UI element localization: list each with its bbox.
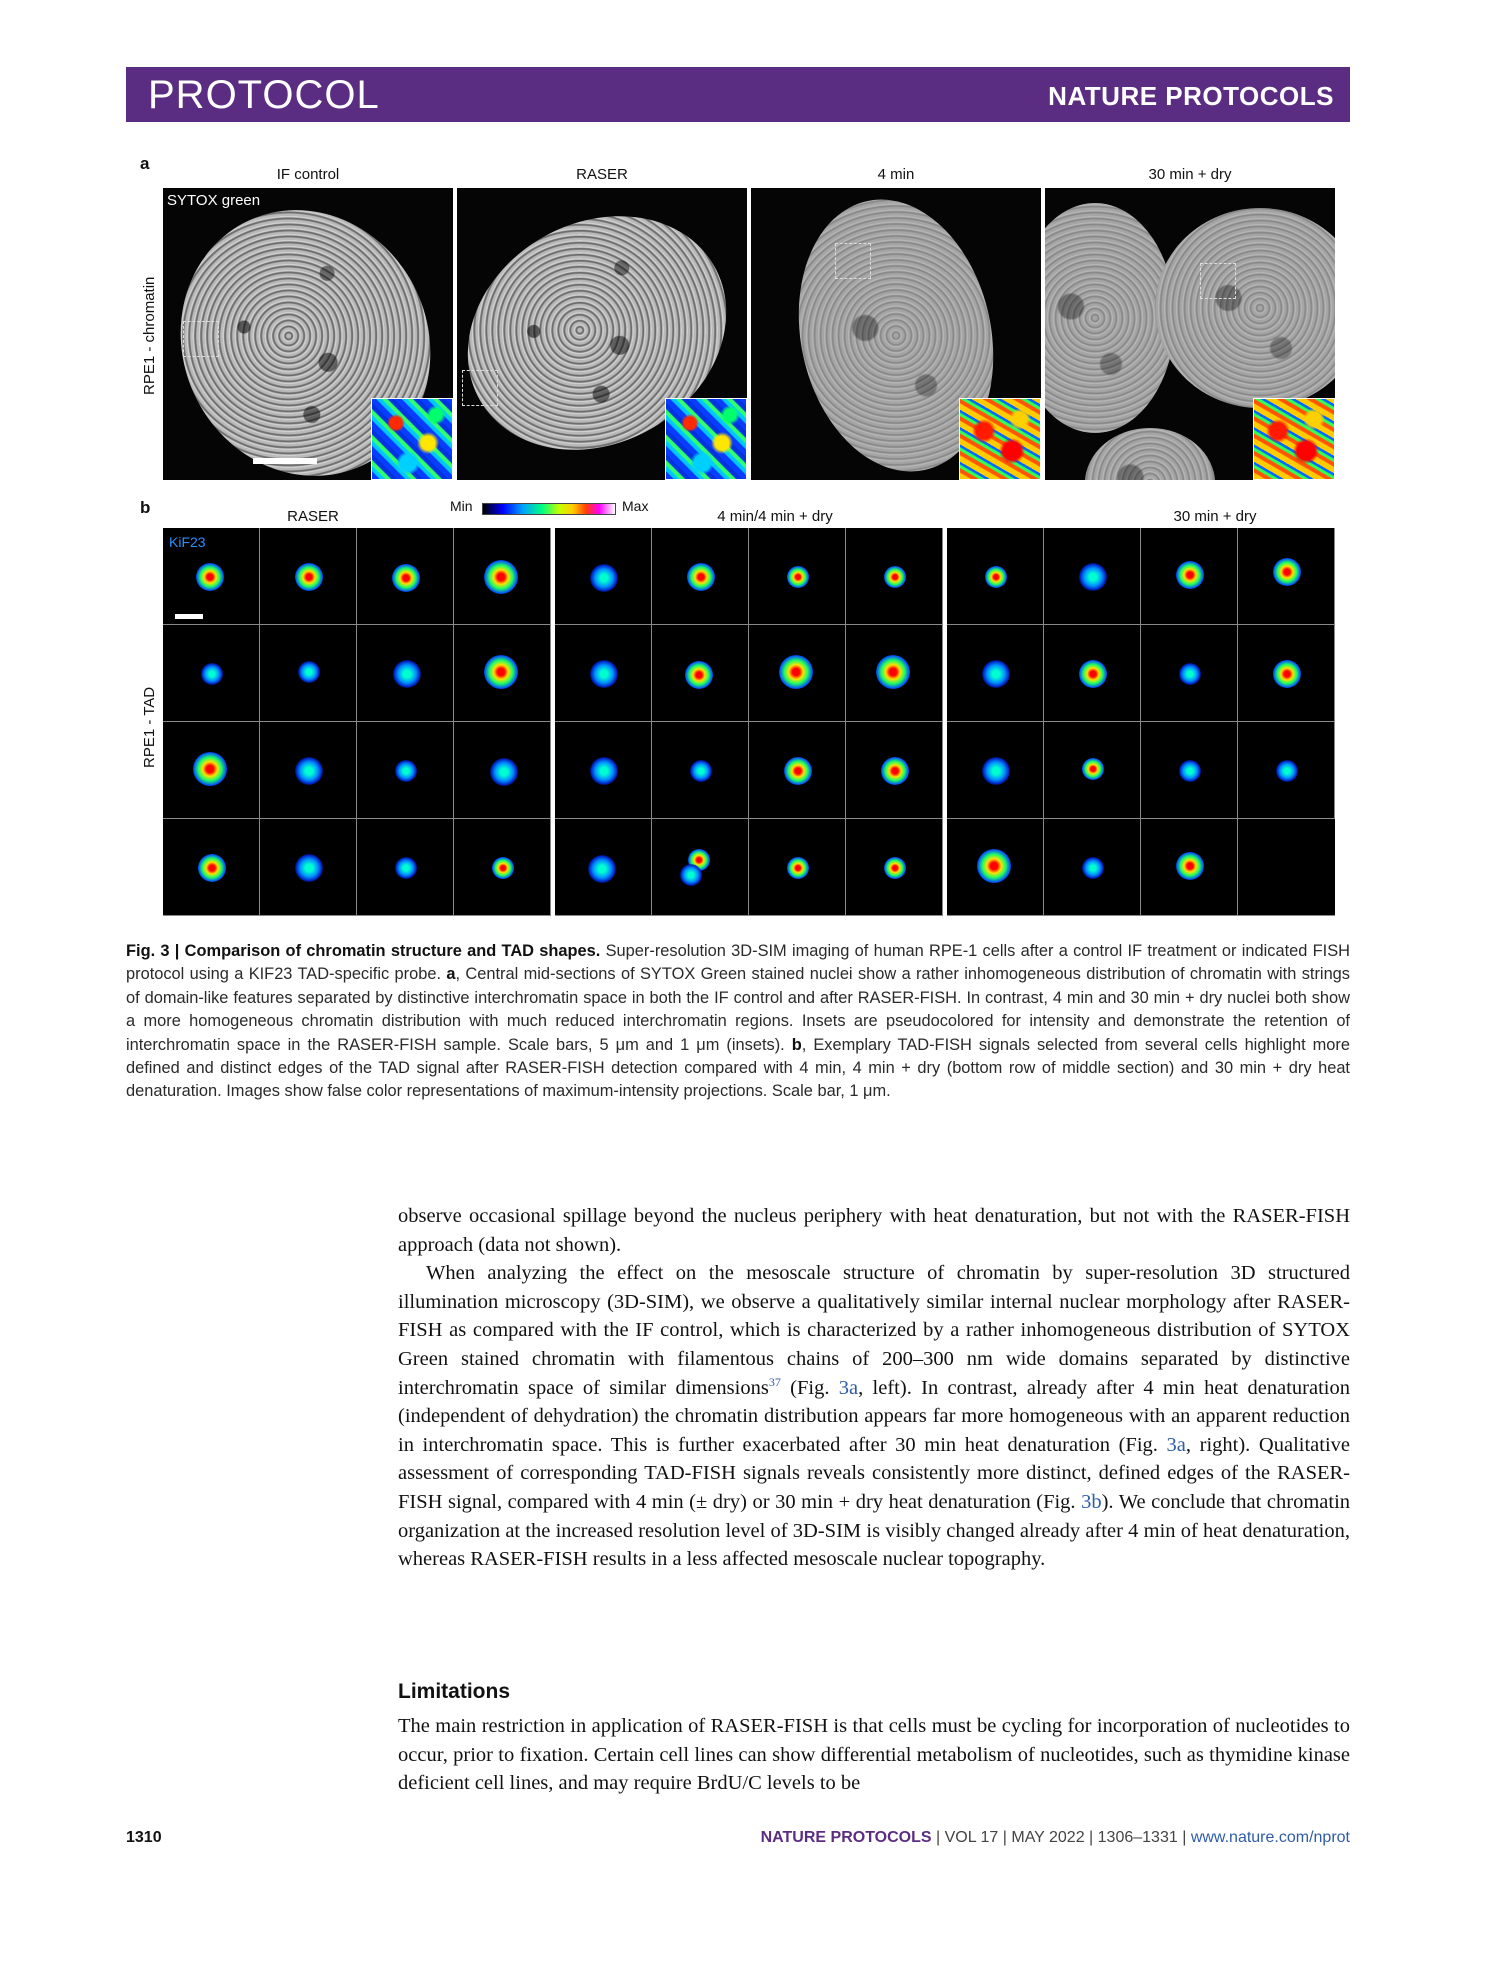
footer-pages: 1306–1331 <box>1097 1829 1178 1846</box>
intensity-colorbar <box>482 503 616 515</box>
tad-signal <box>484 655 518 689</box>
tad-signal <box>295 854 323 882</box>
tad-signal <box>484 560 518 594</box>
tad-signal <box>685 661 713 689</box>
tad-cell <box>357 528 454 625</box>
tad-cell <box>454 722 551 819</box>
tad-signal <box>201 663 223 685</box>
inset-region-box <box>835 243 871 279</box>
tad-grid-raser <box>163 528 551 916</box>
micrograph-4min <box>751 188 1041 480</box>
tad-cell <box>1238 722 1335 819</box>
tad-signal <box>395 760 417 782</box>
tad-signal <box>196 563 224 591</box>
tad-signal <box>977 849 1011 883</box>
tad-signal <box>490 758 518 786</box>
separator: | <box>1089 1829 1094 1846</box>
inset-region-box <box>1200 263 1236 299</box>
figure-caption <box>126 940 1350 1104</box>
footer-volume: VOL 17 <box>944 1829 999 1846</box>
tad-signal <box>1179 760 1201 782</box>
tad-cell <box>749 625 846 722</box>
tad-signal <box>295 563 323 591</box>
tad-signal <box>1079 563 1107 591</box>
caption-title: Fig. 3 | Comparison of chromatin structure and TAD shapes. <box>126 942 601 960</box>
tad-signal <box>1082 758 1104 780</box>
tad-cell <box>749 819 846 916</box>
scale-bar <box>175 614 203 619</box>
page-footer <box>126 1829 1350 1853</box>
footer-date: MAY 2022 <box>1011 1829 1085 1846</box>
tad-signal <box>884 566 906 588</box>
header-bar <box>126 67 1350 122</box>
tad-signal <box>393 660 421 688</box>
inset-pseudocolor <box>959 398 1041 480</box>
tad-signal <box>884 857 906 879</box>
tad-cell <box>357 625 454 722</box>
tad-cell <box>1141 722 1238 819</box>
nucleus-image <box>1085 428 1215 480</box>
tad-signal <box>1082 857 1104 879</box>
tad-cell <box>1044 625 1141 722</box>
tad-signal <box>1276 760 1298 782</box>
tad-cell <box>1238 625 1335 722</box>
col-title-30min-dry: 30 min + dry <box>1148 166 1232 183</box>
tad-cell <box>357 722 454 819</box>
text-run: (Fig. <box>780 1376 839 1399</box>
row-label-tad: RPE1 - TAD <box>141 686 158 768</box>
caption-panel-b: b <box>791 1035 802 1054</box>
tad-signal <box>690 760 712 782</box>
tad-cell <box>947 819 1044 916</box>
tad-cell <box>163 722 260 819</box>
group-title-30min-dry: 30 min + dry <box>1173 508 1257 525</box>
probe-label: KiF23 <box>169 534 206 550</box>
text-run: , left). In contrast, already after 4 min heat denaturation (independent of dehydration) the chromatin distribution appears far more homogeneous with an apparent reduction in interchromatin space. This is further exacerbated after 30 min heat denaturation (Fig. <box>398 1376 1350 1456</box>
tad-signal <box>787 566 809 588</box>
inset-region-box <box>462 370 498 406</box>
separator: | <box>1002 1829 1007 1846</box>
figure-link[interactable]: 3b <box>1081 1490 1102 1513</box>
section-label: PROTOCOL <box>148 73 380 117</box>
tad-cell <box>749 528 846 625</box>
tad-cell <box>454 625 551 722</box>
caption-text: Super-resolution 3D-SIM imaging of human RPE-1 cells after a control IF treatment or indicated FISH protocol using a KIF23 TAD-specific probe. <box>126 942 1350 984</box>
group-title-4min: 4 min/4 min + dry <box>717 508 833 525</box>
tad-signal <box>295 757 323 785</box>
inset-region-box <box>183 321 219 357</box>
panel-a-letter: a <box>140 154 150 173</box>
tad-signal <box>1176 561 1204 589</box>
figure-link[interactable]: 3a <box>1166 1433 1186 1456</box>
tad-cell <box>454 819 551 916</box>
inset-pseudocolor <box>665 398 747 480</box>
scale-bar <box>253 458 317 464</box>
tad-cell <box>652 528 749 625</box>
paragraph <box>398 1259 1350 1574</box>
page-number: 1310 <box>126 1829 162 1846</box>
tad-cell <box>555 528 652 625</box>
body-text <box>398 1202 1350 1574</box>
tad-signal <box>193 752 227 786</box>
separator: | <box>936 1829 941 1846</box>
tad-signal <box>1273 558 1301 586</box>
tad-signal <box>392 564 420 592</box>
tad-cell <box>947 528 1044 625</box>
tad-signal <box>492 857 514 879</box>
tad-signal <box>298 661 320 683</box>
tad-signal <box>1079 660 1107 688</box>
body-text-limitations <box>398 1712 1350 1798</box>
tad-signal <box>1179 663 1201 685</box>
col-title-if-control: IF control <box>276 166 340 183</box>
tad-cell <box>260 722 357 819</box>
separator: | <box>1182 1829 1187 1846</box>
group-title-raser: RASER <box>287 508 339 525</box>
tad-cell <box>260 819 357 916</box>
tad-cell <box>163 625 260 722</box>
tad-signal <box>588 855 616 883</box>
tad-cell <box>260 528 357 625</box>
figure-link[interactable]: 3a <box>838 1376 859 1399</box>
footer-citation <box>761 1829 1350 1847</box>
text-run: , right). Qualitative assessment of corresponding TAD-FISH signals reveals consistently more distinct, defined edges of the RASER-FISH signal, compared with 4 min (± dry) or 30 min + dry heat denaturation (Fig. <box>398 1433 1350 1513</box>
colorbar-max-label: Max <box>622 498 649 514</box>
tad-signal <box>395 857 417 879</box>
tad-signal <box>784 757 812 785</box>
tad-signal <box>590 660 618 688</box>
colorbar-min-label: Min <box>450 498 473 514</box>
tad-signal <box>590 564 618 592</box>
text-run: When analyzing the effect on the mesoscale structure of chromatin by super-resolution 3D structured illumination microscopy (3D-SIM), we observe a qualitatively similar internal nuclear morphology after RASER-FISH as compared with the IF control, which is characterized by a rather inhomogeneous distribution of SYTOX Green stained chromatin with filamentous chains of 200–300 nm wide domains separated by distinctive interchromatin space of similar dimensions <box>398 1262 1350 1399</box>
tad-signal <box>982 660 1010 688</box>
figure-3 <box>130 150 1350 930</box>
tad-cell <box>454 528 551 625</box>
tad-signal <box>1176 852 1204 880</box>
paragraph: The main restriction in application of RASER-FISH is that cells must be cycling for incorporation of nucleotides to occur, prior to fixation. Certain cell lines can show differential metabolism of nucleotides, such as thymidine kinase deficient cell lines, and may require BrdU/C levels to be <box>398 1715 1350 1795</box>
tad-cell <box>947 722 1044 819</box>
tad-cell <box>1238 528 1335 625</box>
tad-signal <box>787 857 809 879</box>
journal-title: NATURE PROTOCOLS <box>1048 81 1334 111</box>
tad-cell <box>555 625 652 722</box>
micrograph-30min-dry <box>1045 188 1335 480</box>
tad-cell <box>1141 528 1238 625</box>
panel-b-letter: b <box>140 498 151 517</box>
tad-cell <box>357 819 454 916</box>
tad-cell <box>163 819 260 916</box>
tad-cell <box>652 819 749 916</box>
tad-cell <box>1044 819 1141 916</box>
tad-cell <box>652 722 749 819</box>
text-run: ). We conclude that chromatin organization at the increased resolution level of 3D-SIM is visibly changed already after 4 min of heat denaturation, whereas RASER-FISH results in a less affected mesoscale nuclear topography. <box>398 1490 1351 1571</box>
tad-cell <box>1044 722 1141 819</box>
tad-signal <box>680 864 702 886</box>
inset-pseudocolor <box>371 398 453 480</box>
tad-signal <box>985 566 1007 588</box>
tad-cell <box>846 819 943 916</box>
tad-signal <box>779 655 813 689</box>
tad-cell-empty <box>1238 819 1335 916</box>
footer-url-link[interactable]: www.nature.com/nprot <box>1190 1829 1350 1846</box>
nucleus-image <box>1155 208 1335 408</box>
footer-journal: NATURE PROTOCOLS <box>760 1829 932 1846</box>
tad-signal <box>881 757 909 785</box>
tad-cell <box>652 625 749 722</box>
micrograph-if-control <box>163 188 453 480</box>
row-label-chromatin: RPE1 - chromatin <box>141 276 158 395</box>
tad-cell <box>555 819 652 916</box>
caption-panel-a: a <box>446 965 456 984</box>
col-title-4min: 4 min <box>877 166 915 183</box>
tad-signal <box>1273 660 1301 688</box>
tad-cell <box>1141 625 1238 722</box>
tad-signal <box>687 563 715 591</box>
tad-cell <box>846 722 943 819</box>
tad-signal <box>198 854 226 882</box>
tad-signal <box>982 757 1010 785</box>
tad-grid-30min-dry <box>947 528 1335 916</box>
reference-link[interactable]: 37 <box>768 1374 781 1389</box>
tad-cell <box>846 528 943 625</box>
tad-grid-4min <box>555 528 943 916</box>
caption-text: , Exemplary TAD-FISH signals selected from several cells highlight more defined and distinct edges of the TAD signal after RASER-FISH detection compared with 4 min, 4 min + dry (bottom row of middle section) and 30 min + dry heat denaturation. Images show false color representations of maximum-intensity projections. Scale bar, 1 μm. <box>126 1035 1350 1101</box>
tad-cell <box>1141 819 1238 916</box>
col-title-raser: RASER <box>576 166 628 183</box>
stain-label: SYTOX green <box>167 192 261 209</box>
tad-cell <box>749 722 846 819</box>
tad-signal <box>590 757 618 785</box>
tad-cell <box>846 625 943 722</box>
tad-cell <box>555 722 652 819</box>
tad-cell <box>260 625 357 722</box>
micrograph-raser <box>457 188 747 480</box>
tad-cell <box>947 625 1044 722</box>
tad-cell <box>1044 528 1141 625</box>
tad-signal <box>876 655 910 689</box>
caption-text: , Central mid-sections of SYTOX Green stained nuclei show a rather inhomogeneous distribution of chromatin with strings of domain-like features separated by distinctive interchromatin space in both the IF control and after RASER-FISH. In contrast, 4 min and 30 min + dry nuclei both show a more homogeneous chromatin distribution with much reduced interchromatin regions. Insets are pseudocolored for intensity and demonstrate the retention of interchromatin space in the RASER-FISH sample. Scale bars, 5 μm and 1 μm (insets). <box>126 965 1350 1054</box>
inset-pseudocolor <box>1253 398 1335 480</box>
paragraph: observe occasional spillage beyond the nucleus periphery with heat denaturation, but not with the RASER-FISH approach (data not shown). <box>398 1205 1350 1256</box>
section-heading-limitations: Limitations <box>398 1680 511 1703</box>
